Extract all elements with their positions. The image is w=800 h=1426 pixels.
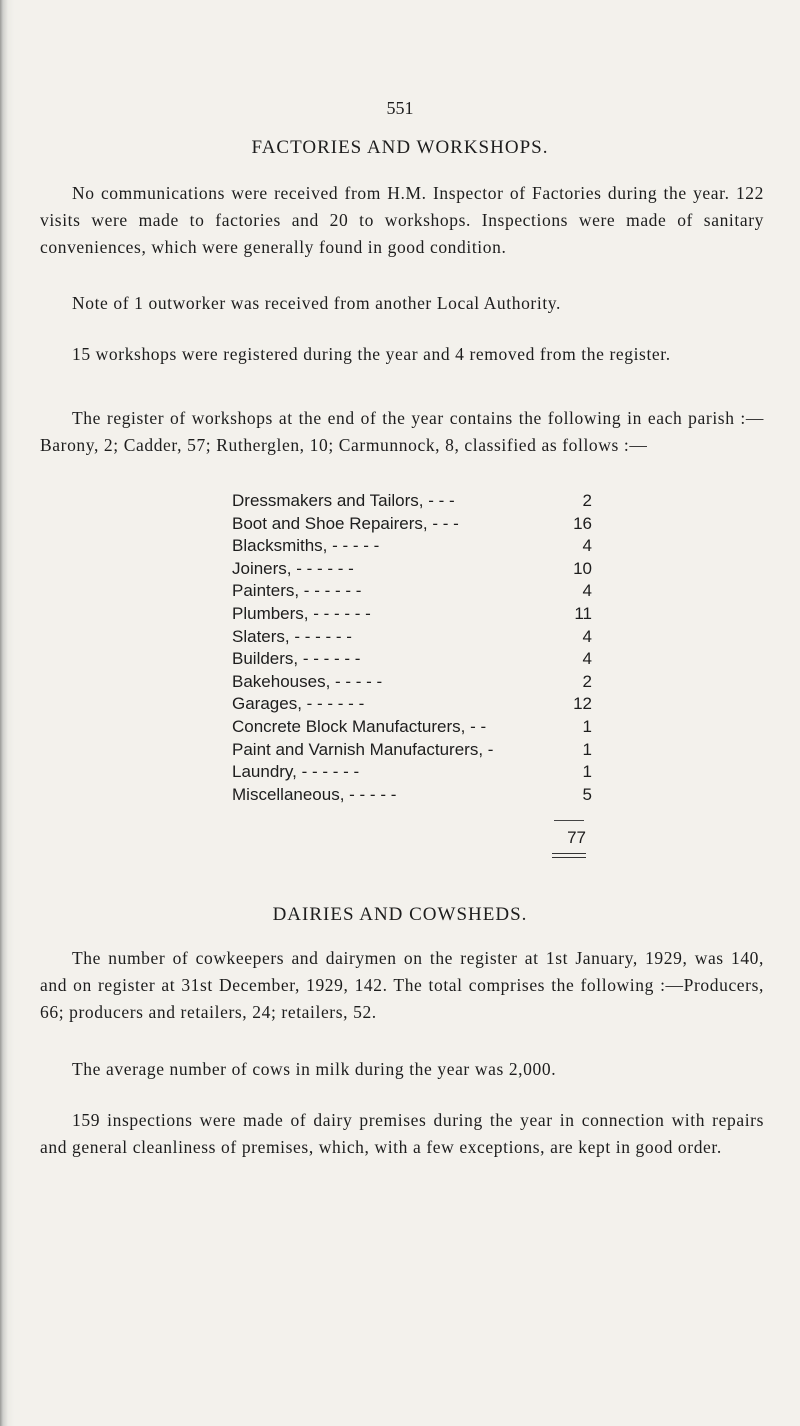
factories-paragraph-4 bbox=[40, 405, 764, 459]
row-value: 1 bbox=[582, 716, 592, 736]
row-label: Laundry, - - - - - - bbox=[232, 762, 360, 782]
row-value: 16 bbox=[573, 513, 592, 533]
table-row bbox=[232, 580, 592, 603]
dairies-heading: DAIRIES AND COWSHEDS. bbox=[272, 904, 528, 925]
total-double-rule bbox=[552, 853, 586, 858]
page-number: 551 bbox=[386, 98, 414, 118]
row-value: 1 bbox=[582, 739, 592, 759]
workshop-classification-table bbox=[232, 490, 592, 806]
table-row bbox=[232, 535, 592, 558]
row-label: Bakehouses, - - - - - bbox=[232, 671, 383, 691]
table-row bbox=[232, 490, 592, 513]
factories-paragraph-1 bbox=[40, 180, 764, 261]
row-value: 2 bbox=[582, 671, 592, 691]
table-row bbox=[232, 784, 592, 807]
row-label: Miscellaneous, - - - - - bbox=[232, 784, 397, 804]
total-rule bbox=[554, 820, 584, 821]
factories-paragraph-2 bbox=[40, 290, 764, 317]
row-label: Builders, - - - - - - bbox=[232, 649, 361, 669]
row-value: 12 bbox=[573, 694, 592, 714]
table-row bbox=[232, 513, 592, 536]
row-value: 10 bbox=[573, 558, 592, 578]
dairies-paragraph-2-text: The average number of cows in milk during the year was 2,000. bbox=[72, 1059, 557, 1079]
table-row bbox=[232, 739, 592, 762]
dairies-paragraph-2 bbox=[40, 1056, 764, 1083]
row-value: 11 bbox=[574, 603, 592, 623]
row-label: Slaters, - - - - - - bbox=[232, 626, 352, 646]
dairies-paragraph-3-text: 159 inspections were made of dairy premises during the year in connection with repairs and general cleanliness of premises, which, with a few exceptions, are kept in good order. bbox=[40, 1110, 764, 1157]
row-label: Boot and Shoe Repairers, - - - bbox=[232, 513, 459, 533]
row-label: Blacksmiths, - - - - - bbox=[232, 536, 380, 556]
row-value: 4 bbox=[582, 649, 592, 669]
table-row bbox=[232, 626, 592, 649]
table-row bbox=[232, 693, 592, 716]
row-value: 1 bbox=[582, 762, 592, 782]
table-row bbox=[232, 716, 592, 739]
factories-paragraph-3 bbox=[40, 341, 764, 368]
factories-paragraph-2-text: Note of 1 outworker was received from another Local Authority. bbox=[72, 293, 561, 313]
row-label: Garages, - - - - - - bbox=[232, 694, 365, 714]
table-row bbox=[232, 648, 592, 671]
row-value: 5 bbox=[582, 784, 592, 804]
factories-heading: FACTORIES AND WORKSHOPS. bbox=[251, 137, 549, 158]
row-label: Concrete Block Manufacturers, - - bbox=[232, 716, 487, 736]
table-row bbox=[232, 603, 592, 626]
row-value: 4 bbox=[582, 581, 592, 601]
table-row bbox=[232, 761, 592, 784]
row-value: 4 bbox=[582, 536, 592, 556]
table-row bbox=[232, 558, 592, 581]
factories-paragraph-3-text: 15 workshops were registered during the year and 4 removed from the register. bbox=[72, 344, 671, 364]
row-label: Joiners, - - - - - - bbox=[232, 558, 354, 578]
dairies-paragraph-3 bbox=[40, 1107, 764, 1161]
table-total: 77 bbox=[567, 828, 586, 847]
factories-paragraph-4-text: The register of workshops at the end of the year contains the following in each parish :—Barony, 2; Cadder, 57; Rutherglen, 10; Carmunnock, 8, classified as follows :— bbox=[40, 408, 764, 455]
row-label: Dressmakers and Tailors, - - - bbox=[232, 491, 455, 510]
factories-paragraph-1-text: No communications were received from H.M. Inspector of Factories during the year. 122 visits were made to factories and 20 to workshops. Inspections were made of sanitary conveniences, which were generally found in good condition. bbox=[40, 183, 764, 257]
row-label: Painters, - - - - - - bbox=[232, 581, 362, 601]
row-label: Plumbers, - - - - - - bbox=[232, 603, 371, 623]
row-value: 4 bbox=[582, 626, 592, 646]
table-row bbox=[232, 671, 592, 694]
dairies-paragraph-1 bbox=[40, 945, 764, 1026]
row-label: Paint and Varnish Manufacturers, - bbox=[232, 739, 494, 759]
row-value: 2 bbox=[582, 491, 592, 510]
dairies-paragraph-1-text: The number of cowkeepers and dairymen on the register at 1st January, 1929, was 140, and on register at 31st December, 1929, 142. The total comprises the following :—Producers, 66; producers and retailers, 24; retailers, 52. bbox=[40, 948, 764, 1022]
